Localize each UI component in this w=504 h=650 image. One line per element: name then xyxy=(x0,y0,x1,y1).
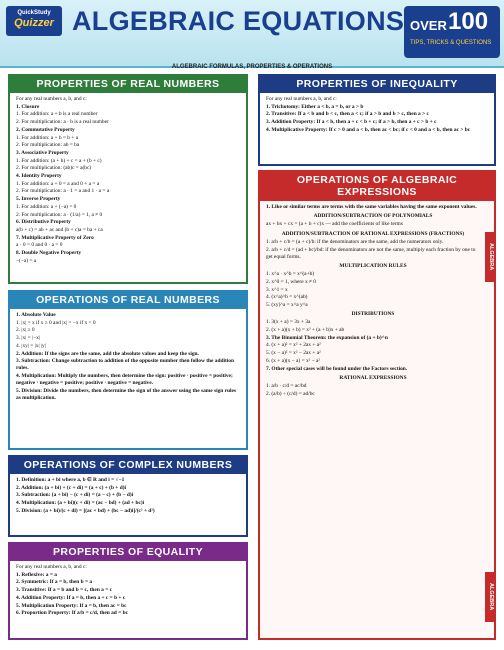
text-line: 5. (xy)^a = x^a y^a xyxy=(266,301,308,308)
text-line: MULTIPLICATION RULES xyxy=(339,262,407,269)
text-line: 3. |x| = |−x| xyxy=(16,335,40,342)
page-subtitle: ALGEBRAIC FORMULAS, PROPERTIES & OPERATIONS xyxy=(171,64,333,70)
badge-number: 100 xyxy=(448,8,489,35)
text-line: 2. Commutative Property xyxy=(16,126,75,133)
text-line: 2. Transitive: If a < b and b < c, then a < c; if a > b and b > c, then a > c xyxy=(266,111,429,118)
text-line: 2. |x| ≥ 0 xyxy=(16,327,35,334)
text-line: 1. a/b + c/b = (a + c)/b: if the denominators are the same, add the numerators only. xyxy=(266,238,444,245)
text-line: −(−a) = a xyxy=(16,257,37,264)
text-line: 1. Absolute Value xyxy=(16,312,56,318)
text-line: 7. Other special cases will be found under the Factors section. xyxy=(266,365,408,372)
text-line: 3. The Binomial Theorem: the expansion of (a + b)^n xyxy=(266,334,388,341)
panel-properties-equality xyxy=(8,542,248,640)
text-line: 3. Transitive: If a = b and b = c, then a = c xyxy=(16,587,113,594)
text-line: 4. Addition Property: If a = b, then a + c = b + c xyxy=(16,594,126,601)
text-line: 1. Reflexive: a = a xyxy=(16,571,57,578)
text-line: DISTRIBUTIONS xyxy=(351,311,395,318)
panel-operations-real-numbers xyxy=(8,290,248,450)
text-line: 2. Addition: (a + bi) + (c + di) = (a + c) + (b + d)i xyxy=(16,484,126,491)
text-line: 1. For addition: a + b is a real number xyxy=(16,111,98,118)
panel-title: PROPERTIES OF REAL NUMBERS xyxy=(10,76,246,93)
text-line: 2. Symmetric: If a = b, then b = a xyxy=(16,579,93,586)
text-line: 5. Division: (a + bi)/(c + di) = [(ac + bd) + (bc − ad)i]/(c² + d²) xyxy=(16,507,155,514)
text-line: 6. Distributive Property xyxy=(16,219,71,226)
text-line: 1. For addition: (a + b) + c = a + (b + c) xyxy=(16,157,102,164)
text-line: 2. (a/b) ÷ (c/d) = ad/bc xyxy=(266,390,315,397)
text-line: 8. Double Negative Property xyxy=(16,250,82,257)
side-tab-bottom: ALGEBRA xyxy=(485,572,494,622)
text-line: 2. For multiplication: a · 1 = a and 1 · a = a xyxy=(16,188,110,195)
text-line: 2. For multiplication: a · b is a real number xyxy=(16,119,109,126)
panel-title: OPERATIONS OF COMPLEX NUMBERS xyxy=(10,457,246,474)
text-line: For any real numbers a, b, and c: xyxy=(16,96,87,102)
text-line: a(b + c) = ab + ac and (b + c)a = ba + ca xyxy=(16,226,103,233)
text-line: a · 0 = 0 and 0 · a = 0 xyxy=(16,242,63,249)
badge-subtext: TIPS, TRICKS & QUESTIONS xyxy=(410,40,492,46)
text-line: 4. Multiplication: Multiply the numbers, then determine the sign: positive · positive = positive; negative · negative = positive; positive · negative = negative. xyxy=(16,373,233,387)
panel-properties-real-numbers xyxy=(8,74,248,284)
text-line: 6. Proportion Property: If a/b = c/d, then ad = bc xyxy=(16,610,128,617)
page-title: ALGEBRAIC EQUATIONS xyxy=(72,6,405,36)
text-line: 4. |xy| = |x| |y| xyxy=(16,342,46,349)
text-line: 1. For addition: a + 0 = a and 0 + a = a xyxy=(16,180,100,187)
text-line: 7. Multiplicative Property of Zero xyxy=(16,234,94,241)
text-line: 1. Definition: a + bi where a, b ∈ R and i = √−1 xyxy=(16,477,125,483)
panel-body xyxy=(260,93,494,138)
text-line: 3. Subtraction: Change subtraction to addition of the opposite number then follow the addition rules. xyxy=(16,358,234,372)
text-line: 2. x^0 = 1, where x ≠ 0 xyxy=(266,278,316,285)
panel-title: PROPERTIES OF EQUALITY xyxy=(10,544,246,561)
text-line: 4. Identity Property xyxy=(16,173,62,180)
text-line: 1. Closure xyxy=(16,103,40,110)
text-line: 4. (x^a)^b = x^(ab) xyxy=(266,294,308,301)
text-line: ax + bx + cx = (a + b + c)x — add the coefficients of like terms xyxy=(266,221,403,228)
text-line: 4. Multiplication: (a + bi)(c + di) = (ac − bd) + (ad + bc)i xyxy=(16,500,145,507)
logo-line1: QuickStudy xyxy=(17,10,51,16)
text-line: 2. For multiplication: (ab)c = a(bc) xyxy=(16,165,92,172)
text-line: 1. Trichotomy: Either a < b, a = b, or a > b xyxy=(266,103,364,110)
text-line: 5. (x − a)² = x² − 2ax + a² xyxy=(266,350,321,357)
text-line: 1. 3(x + a) = 3x + 3a xyxy=(266,319,311,326)
panel-body xyxy=(10,309,246,406)
text-line: 3. Associative Property xyxy=(16,149,69,156)
quickstudy-logo xyxy=(6,6,62,36)
text-line: For any real numbers a, b, and c: xyxy=(266,96,337,102)
text-line: 1. |x| = x if x ≥ 0 and |x| = −x if x < 0 xyxy=(16,319,96,326)
panel-body xyxy=(260,201,494,401)
text-line: ADDITION/SUBTRACTION OF POLYNOMIALS xyxy=(313,213,433,220)
panel-body xyxy=(10,93,246,268)
panel-body xyxy=(10,474,246,519)
text-line: 5. Inverse Property xyxy=(16,196,61,203)
text-line: 2. (x + a)(x + b) = x² + (a + b)x + ab xyxy=(266,327,345,334)
text-line: 2. For multiplication: a · (1/a) = 1, a ≠ 0 xyxy=(16,211,103,218)
panel-operations-algebraic-expressions xyxy=(258,170,496,640)
text-line: 3. Subtraction: (a + bi) − (c + di) = (a − c) + (b − d)i xyxy=(16,492,134,499)
logo-line2: Quizzer xyxy=(14,17,54,29)
text-line: 2. Addition: If the signs are the same, add the absolute values and keep the sign. xyxy=(16,350,199,357)
text-line: 2. a/b + c/d = (ad + bc)/bd: if the denominators are not the same, multiply each fraction by one to get equal forms. xyxy=(266,246,476,260)
text-line: 1. Like or similar terms are terms with the same variables having the same exponent values. xyxy=(266,204,477,210)
text-line: 1. x^a · x^b = x^(a+b) xyxy=(266,271,315,278)
panel-operations-complex-numbers xyxy=(8,455,248,537)
text-line: 1. a/b · c/d = ac/bd xyxy=(266,382,307,389)
side-tab-top: ALGEBRA xyxy=(485,232,494,282)
badge-over: OVER xyxy=(410,18,447,33)
text-line: 5. Multiplication Property: If a = b, then ac = bc xyxy=(16,602,127,609)
text-line: 1. For addition: a + b = b + a xyxy=(16,134,79,141)
panel-properties-inequality xyxy=(258,74,496,166)
text-line: 1. For addition: a + (−a) = 0 xyxy=(16,203,77,210)
text-line: 3. Addition Property: If a < b, then a + c < b + c; if a > b, then a + c > b + c xyxy=(266,119,437,126)
text-line: RATIONAL EXPRESSIONS xyxy=(339,374,407,381)
text-line: 5. Division: Divide the numbers, then determine the sign of the answer using the same sign rules as multiplication. xyxy=(16,388,237,402)
text-line: ADDITION/SUBTRACTION OF RATIONAL EXPRESSIONS (FRACTIONS) xyxy=(281,230,465,237)
panel-title: OPERATIONS OF REAL NUMBERS xyxy=(10,292,246,309)
over-100-badge xyxy=(404,6,500,58)
panel-body xyxy=(10,561,246,621)
header-banner xyxy=(0,0,504,68)
text-line: 2. For multiplication: ab = ba xyxy=(16,142,80,149)
text-line: 6. (x + a)(x − a) = x² − a² xyxy=(266,357,321,364)
panel-title: PROPERTIES OF INEQUALITY xyxy=(260,76,494,93)
text-line: 3. x^1 = x xyxy=(266,286,288,293)
text-line: 4. (x + a)² = x² + 2ax + a² xyxy=(266,342,321,349)
text-line: For any real numbers a, b, and c: xyxy=(16,564,87,570)
text-line: 4. Multiplicative Property: If c > 0 and a < b, then ac < bc; if c < 0 and a < b, then ac > bc xyxy=(266,126,471,133)
panel-title: OPERATIONS OF ALGEBRAIC EXPRESSIONS xyxy=(260,172,494,201)
